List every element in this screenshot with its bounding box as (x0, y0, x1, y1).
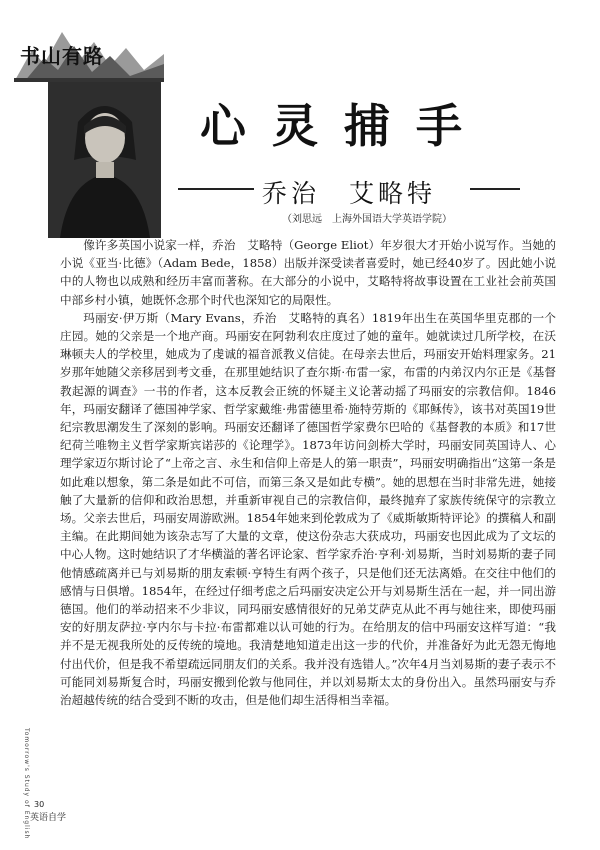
sidebar-journal-text: Tomorrow's Study of English (23, 728, 30, 840)
paragraph-1: 像许多英国小说家一样，乔治 艾略特（George Eliot）年岁很大才开始小说写作。当她的小说《亚当·比德》（Adam Bede，1858）出版并深受读者喜爱时，她已经40岁了。因此她小说中的人物也以成熟和经历丰富而著称。在大部分的小说中，艾略特将故事设置在工业社会前英国中部乡村小镇，她既怀念那个时代也深知它的局限性。 (60, 238, 556, 307)
journal-name: 英语自学 (30, 813, 67, 823)
page-number: 30 (34, 800, 45, 809)
title-rule-left (178, 188, 254, 190)
paragraph-2: 玛丽安·伊万斯（Mary Evans，乔治 艾略特的真名）1819年出生在英国华里克郡的一个庄园。她的父亲是一个地产商。玛丽安在阿勃利农庄度过了她的童年。她就读过几所学校，在沃琳顿夫人的学校里，她成为了虔诚的福音派教义信徒。在母亲去世后，玛丽安开始料理家务。21岁那年她随父亲移居到考文垂，在那里她结识了查尔斯·布雷一家，布雷的内弟汉内尔正是《基督教起源的调查》一书的作者，这本反教会正统的怀疑主义论著动摇了玛丽安的宗教信仰。1846年，玛丽安翻译了德国神学家、哲学家戴维·弗雷德里希·施特劳斯的《耶稣传》，该书对英国19世纪宗教思潮发生了深刻的影响。玛丽安还翻译了德国哲学家费尔巴哈的《基督教的本质》和17世纪荷兰唯物主义哲学家斯宾诺莎的《论理学》。1873年访问剑桥大学时，玛丽安同英国诗人、心理学家迈尔斯讨论了“上帝之言、永生和信仰上帝是人的第一职责”，玛丽安明确指出“这第一条是如此难以想象，第二条是如此不可信，而第三条又是如此专横”。她的思想在当时非常先进，她接触了大量新的信仰和政治思想，并重新审视自己的宗教信仰，最终抛弃了家族传统保守的宗教立场。父亲去世后，玛丽安周游欧洲。1854年她来到伦敦成为了《威斯敏斯特评论》的撰稿人和副主编。在此期间她为该杂志写了大量的文章，使这份杂志大获成功，玛丽安也因此成为了文坛的中心人物。这时她结识了才华横溢的著名评论家、哲学家乔治·亨利·刘易斯，当时刘易斯的妻子同他情感疏离并已与刘易斯的朋友索顿·亨特生有两个孩子，只是他们还无法离婚。在交往中他们的感情与日俱增。1854年，在经过仔细考虑之后玛丽安决定公开与刘易斯生活在一起，并一同出游德国。他们的举动招来不少非议，同玛丽安感情很好的兄弟艾萨克从此不再与她往来，即使玛丽安的好朋友萨拉·亨内尔与卡拉·布雷都难以认可她的行为。在给朋友的信中玛丽安这样写道：“我并不是无视我所处的反传统的境地。我清楚地知道走出这一步的代价，并准备好为此无怨无悔地付出代价，但是我不希望疏远同朋友们的关系。我并没有选错人。”次年4月当刘易斯的妻子表示不可能同刘易斯复合时，玛丽安搬到伦敦与他同住，并以刘易斯太太的身份出入。虽然玛丽安与乔治超越传统的结合受到不断的攻击，但是他们却生活得相当幸福。 (60, 310, 556, 708)
page-title: 心灵捕手 (200, 99, 488, 153)
author-affiliation: （刘思远 上海外国语大学英语学院） (282, 214, 452, 225)
article-body (60, 236, 556, 709)
author-portrait (48, 82, 161, 238)
article-subtitle: 乔治 艾略特 (262, 179, 437, 208)
title-rule-right (470, 188, 520, 190)
column-banner (14, 20, 164, 82)
column-banner-text: 书山有路 (20, 44, 104, 68)
